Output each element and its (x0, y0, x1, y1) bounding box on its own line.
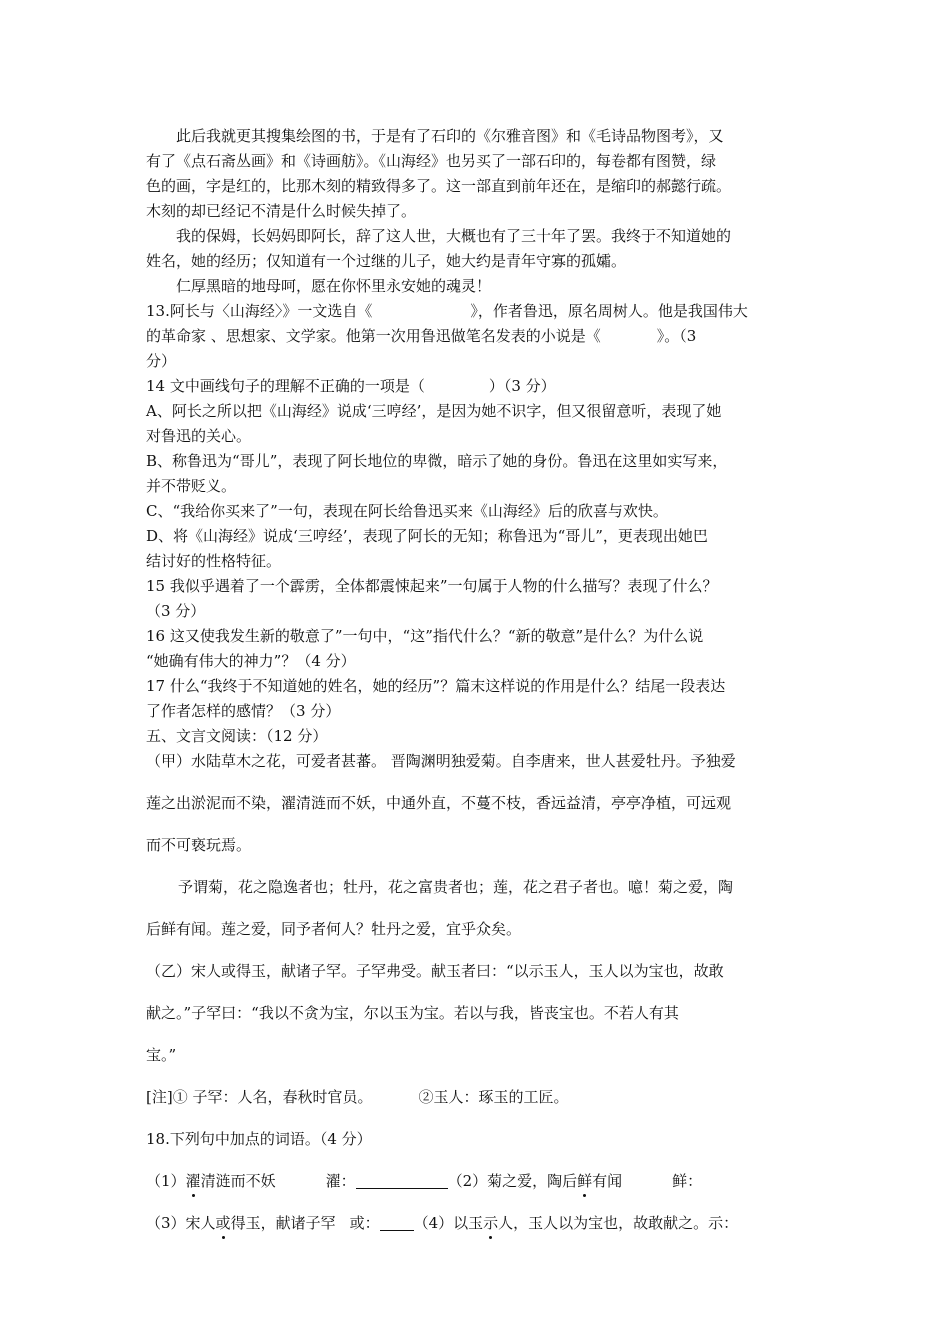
question-15-line-2: （3 分） (146, 602, 206, 620)
question-13-text-a: 13.阿长与〈山海经〉》一文选自《 (146, 302, 373, 320)
option-b-line-1: B、称鲁迅为“哥儿”，表现了阿长地位的卑微，暗示了她的身份。鲁迅在这里如实写来， (146, 452, 728, 470)
passage-paragraph-3: 仁厚黑暗的地母呵，愿在你怀里永安她的魂灵！ (176, 277, 492, 295)
option-d-line-2: 结讨好的性格特征。 (146, 552, 282, 570)
section-5-heading: 五、文言文阅读：（12 分） (146, 727, 328, 745)
passage-paragraph-2-line-1: 我的保姆，长妈妈即阿长，辞了这人世，大概也有了三十年了罢。我终于不知道她的 (176, 227, 732, 245)
annotation-line (146, 1086, 569, 1108)
item-4-dotted-word: 示 (483, 1214, 499, 1232)
question-16-line-2: “她确有伟大的神力”？（4 分） (146, 652, 356, 670)
question-13-line-3: 分） (146, 352, 177, 370)
question-17-line-2: 了作者怎样的感情？（3 分） (146, 702, 341, 720)
question-14-line-1 (146, 375, 556, 397)
item-2-dotted-word: 鲜 (577, 1172, 593, 1190)
item-2-text-b: 有闻 (592, 1172, 623, 1190)
item-3-text-b: 得玉，献诸子罕 (230, 1214, 336, 1232)
question-13-line-2 (146, 325, 696, 347)
item-1-key: 濯： (325, 1172, 356, 1190)
question-13-text-b: 》，作者鲁迅，原名周树人。他是我国伟大 (470, 302, 748, 320)
item-3-answer-blank[interactable] (380, 1214, 414, 1231)
annotation-1: [注]① 子罕：人名，春秋时官员。 (146, 1088, 373, 1106)
passage-jia-line-5: 后鲜有闻。莲之爱，同予者何人？牡丹之爱，宜乎众矣。 (146, 920, 522, 938)
passage-jia-line-3: 而不可亵玩焉。 (146, 836, 252, 854)
question-13-text-c: 的革命家 、思想家、文学家。他第一次用鲁迅做笔名发表的小说是《 (146, 327, 601, 345)
question-13-text-d: 》。（3 (656, 327, 697, 345)
option-a-line-2: 对鲁迅的关心。 (146, 427, 252, 445)
item-1-answer-blank[interactable] (356, 1172, 448, 1189)
question-17-line-1: 17 什么“我终于不知道她的姓名，她的经历”？篇末这样说的作用是什么？结尾一段表达 (146, 677, 726, 695)
annotation-2: ②玉人：琢玉的工匠。 (418, 1088, 569, 1106)
option-d-line-1: D、将《山海经》说成‘三哼经’，表现了阿长的无知；称鲁迅为“哥儿”，更表现出她巴 (146, 527, 708, 545)
passage-jia-line-4: 予谓菊，花之隐逸者也；牡丹，花之富贵者也；莲，花之君子者也。噫！菊之爱，陶 (178, 878, 734, 896)
question-14-text-a: 14 文中画线句子的理解不正确的一项是（ (146, 377, 425, 395)
option-b-line-2: 并不带贬义。 (146, 477, 237, 495)
item-4-text-b: 人，玉人以为宝也，故敢献之。示： (498, 1214, 739, 1232)
passage-paragraph-1-line-2: 有了《点石斋丛画》和《诗画舫》。《山海经》也另买了一部石印的，每卷都有图赞，绿 (146, 152, 717, 170)
passage-paragraph-1-line-1: 此后我就更其搜集绘图的书，于是有了石印的《尔雅音图》和《毛诗品物图考》，又 (176, 127, 724, 145)
question-16-line-1: 16 这又使我发生新的敬意了”一句中，“这”指代什么？“新的敬意”是什么？为什么说 (146, 627, 704, 645)
passage-paragraph-2-line-2: 姓名，她的经历；仅知道有一个过继的儿子，她大约是青年守寡的孤孀。 (146, 252, 627, 270)
question-15-line-1: 15 我似乎遇着了一个霹雳，全体都震悚起来”一句属于人物的什么描写？表现了什么？ (146, 577, 718, 595)
question-18-line-1 (146, 1170, 702, 1192)
item-2-key: 鲜： (672, 1172, 703, 1190)
question-18-line-2 (146, 1212, 738, 1234)
item-1-dotted-word: 濯 (185, 1172, 201, 1190)
passage-paragraph-1-line-4: 木刻的却已经记不清是什么时候失掉了。 (146, 202, 417, 220)
passage-jia-line-2: 莲之出淤泥而不染，濯清涟而不妖，中通外直，不蔓不枝，香远益清，亭亭净植，可远观 (146, 794, 732, 812)
passage-yi-line-3: 宝。” (146, 1046, 177, 1064)
passage-yi-line-1: （乙）宋人或得玉，献诸子罕。子罕弗受。献玉者曰：“以示玉人，玉人以为宝也，故敢 (146, 962, 724, 980)
item-4-text-a: （4）以玉 (413, 1214, 484, 1232)
item-3-text-a: （3）宋人 (146, 1214, 216, 1232)
item-3-key: 或： (349, 1214, 380, 1232)
item-2-text-a: （2）菊之爱，陶后 (447, 1172, 578, 1190)
question-18-heading: 18.下列句中加点的词语。（4 分） (146, 1130, 372, 1148)
item-1-text: 清涟而不妖 (200, 1172, 276, 1190)
item-3-dotted-word: 或 (215, 1214, 231, 1232)
item-1-number: （1） (146, 1172, 186, 1190)
question-13-line-1 (146, 300, 748, 322)
question-14-text-b: ）（3 分） (488, 377, 556, 395)
passage-jia-line-1: （甲）水陆草木之花，可爱者甚蕃。 晋陶渊明独爱菊。自李唐来，世人甚爱牡丹。予独爱 (146, 752, 736, 770)
passage-yi-line-2: 献之。”子罕曰：“我以不贪为宝，尔以玉为宝。若以与我，皆丧宝也。不若人有其 (146, 1004, 679, 1022)
option-c-line-1: C、“我给你买来了”一句，表现在阿长给鲁迅买来《山海经》后的欣喜与欢快。 (146, 502, 668, 520)
option-a-line-1: A、阿长之所以把《山海经》说成‘三哼经’，是因为她不识字，但又很留意听，表现了她 (146, 402, 722, 420)
passage-paragraph-1-line-3: 色的画，字是红的，比那木刻的精致得多了。这一部直到前年还在，是缩印的郝懿行疏。 (146, 177, 732, 195)
